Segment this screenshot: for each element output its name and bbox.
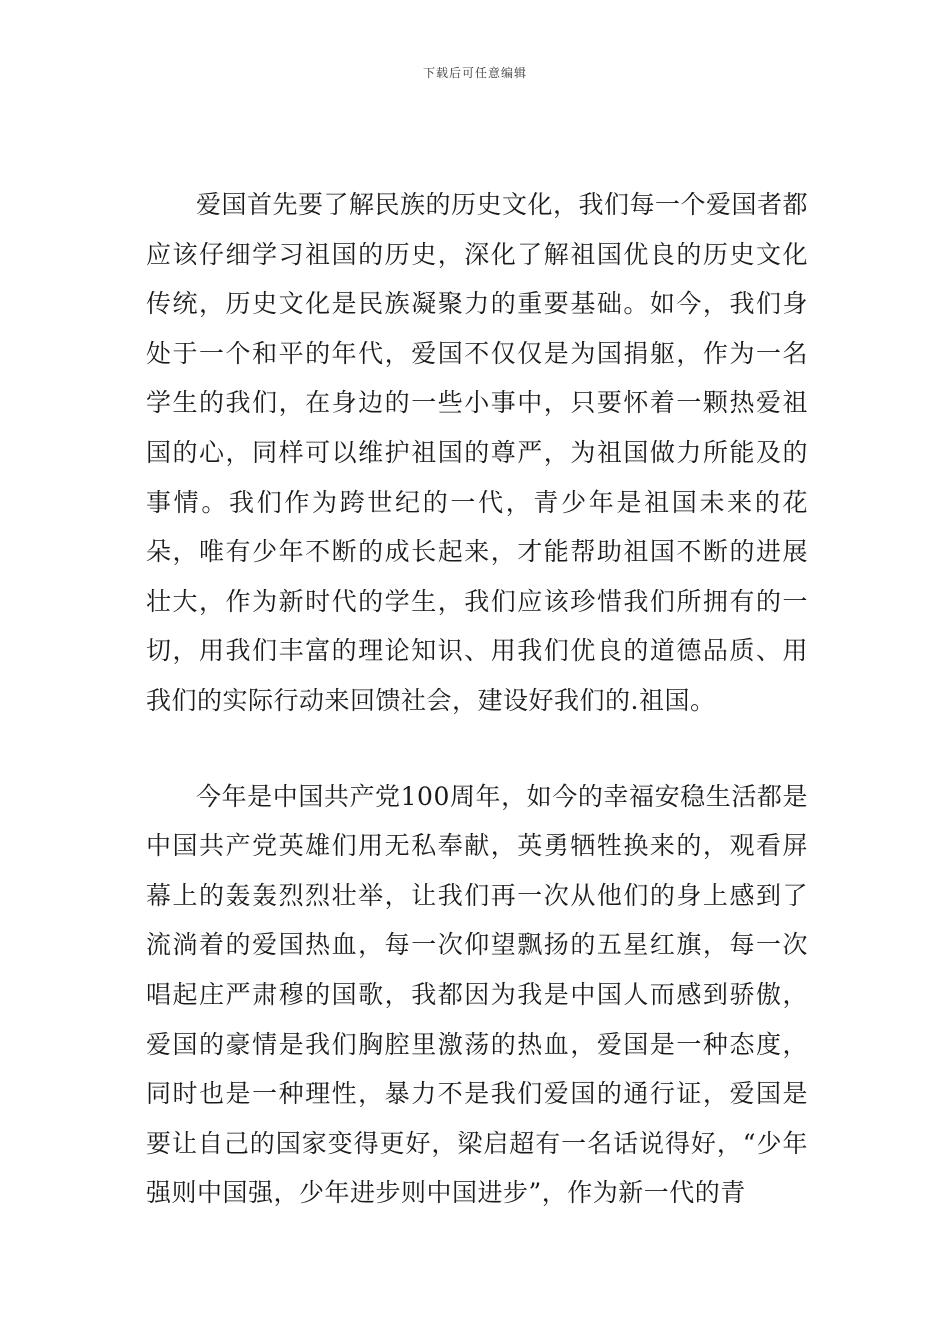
document-body: [146, 180, 808, 1218]
paragraph-1: 爱国首先要了解民族的历史文化，我们每一个爱国者都应该仔细学习祖国的历史，深化了解祖国优良的历史文化传统，历史文化是民族凝聚力的重要基础。如今，我们身处于一个和平的年代，爱国不仅仅是为国捐躯，作为一名学生的我们，在身边的一些小事中，只要怀着一颗热爱祖国的心，同样可以维护祖国的尊严，为祖国做力所能及的事情。我们作为跨世纪的一代，青少年是祖国未来的花朵，唯有少年不断的成长起来，才能帮助祖国不断的进展壮大，作为新时代的学生，我们应该珍惜我们所拥有的一切，用我们丰富的理论知识、用我们优良的道德品质、用我们的实际行动来回馈社会，建设好我们的.祖国。: [146, 190, 809, 715]
paragraph-2: 今年是中国共产党100周年，如今的幸福安稳生活都是中国共产党英雄们用无私奉献，英勇牺牲换来的，观看屏幕上的轰轰烈烈壮举，让我们再一次从他们的身上感到了流淌着的爱国热血，每一次仰望飘扬的五星红旗，每一次唱起庄严肃穆的国歌，我都因为我是中国人而感到骄傲，爱国的豪情是我们胸腔里激荡的热血，爱国是一种态度，同时也是一种理性，暴力不是我们爱国的通行证，爱国是要让自己的国家变得更好，梁启超有一名话说得好，“少年强则中国强，少年进步则中国进步”，作为新一代的青: [146, 781, 808, 1208]
page-header-note: 下载后可任意编辑: [422, 66, 527, 80]
